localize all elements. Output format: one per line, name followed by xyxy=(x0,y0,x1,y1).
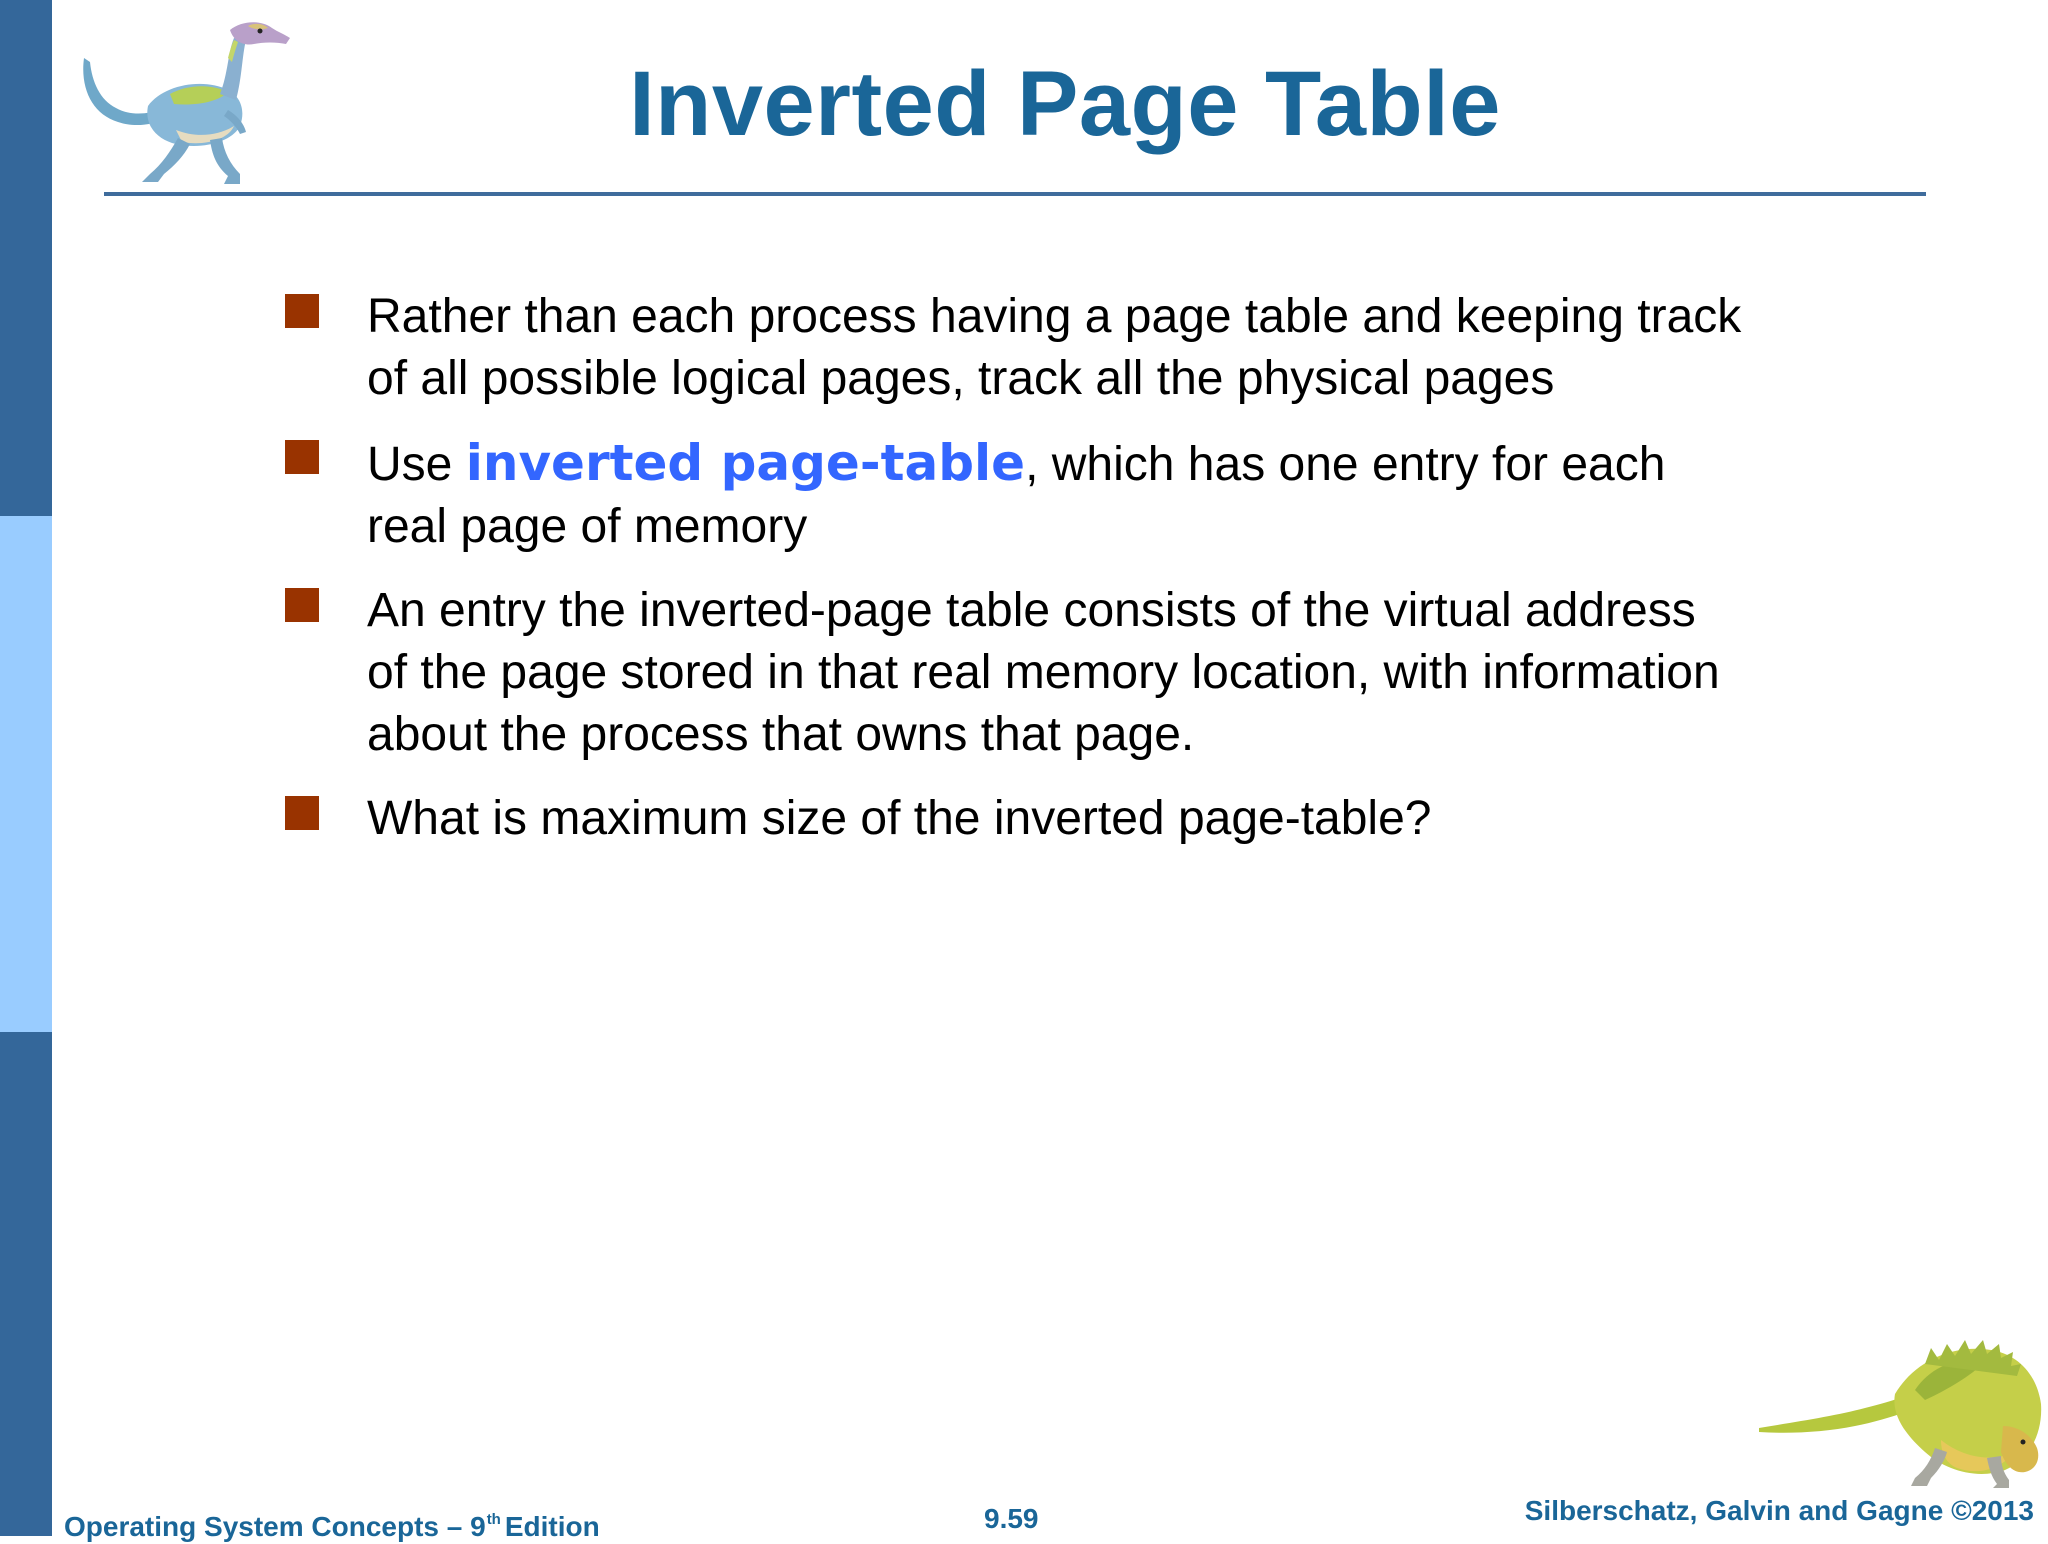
footer-book-prefix: Operating System Concepts – 9 xyxy=(64,1511,486,1542)
accent-bar-middle-segment xyxy=(0,516,52,1032)
square-bullet-icon xyxy=(285,294,319,328)
bullet-item xyxy=(285,432,1745,558)
title-divider xyxy=(104,192,1926,196)
dinosaur-standing-icon xyxy=(78,18,318,188)
footer-page-number: 9.59 xyxy=(984,1503,1039,1534)
bullet-text xyxy=(367,432,1745,558)
bullet-text xyxy=(367,788,1745,850)
dinosaur-crouching-icon xyxy=(1755,1330,2045,1490)
left-accent-bar xyxy=(0,0,52,1536)
emphasized-term: inverted page-table xyxy=(465,434,1026,492)
bullet-text-part: An entry the inverted-page table consists of the virtual address of the page stored in that real memory location, with information about the process that owns that page. xyxy=(367,584,1720,761)
bullet-text-part: Use xyxy=(367,438,466,491)
bullet-text xyxy=(367,580,1745,766)
accent-bar-bottom-segment xyxy=(0,1032,52,1536)
bullet-text-part: Rather than each process having a page table and keeping track of all possible logical pages, track all the physical pages xyxy=(367,290,1742,405)
footer-book-suffix: Edition xyxy=(504,1511,600,1542)
bullet-text-part: What is maximum size of the inverted page-table? xyxy=(367,792,1432,845)
footer-authors: Silberschatz, Galvin and Gagne ©2013 xyxy=(1524,1495,2034,1526)
footer-book-title xyxy=(64,1503,600,1544)
bullet-item xyxy=(285,286,1745,410)
bullet-text xyxy=(367,286,1745,410)
bullet-item xyxy=(285,788,1745,850)
bullet-text-part: , which has one entry for each real page of memory xyxy=(367,438,1666,553)
square-bullet-icon xyxy=(285,588,319,622)
square-bullet-icon xyxy=(285,796,319,830)
accent-bar-top-segment xyxy=(0,0,52,516)
footer-edition-superscript: th xyxy=(486,1511,501,1528)
bullet-item xyxy=(285,580,1745,766)
square-bullet-icon xyxy=(285,440,319,474)
bullet-list xyxy=(285,286,1745,872)
slide-title: Inverted Page Table xyxy=(629,53,1501,155)
